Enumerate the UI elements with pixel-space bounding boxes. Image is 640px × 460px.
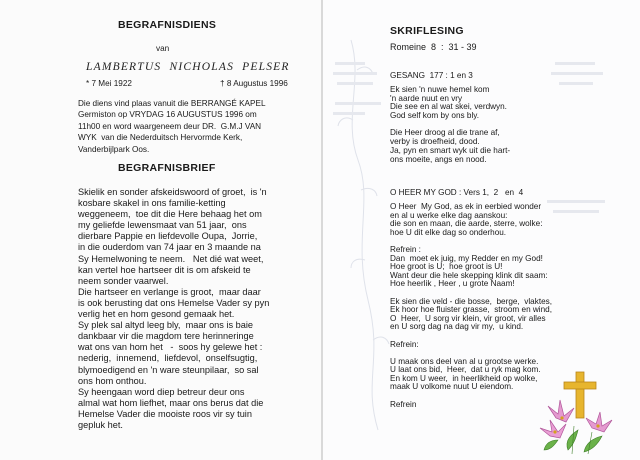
hymn-line: U laat ons bid, Heer, dat u ryk mag kom. xyxy=(390,365,541,375)
letter-line: Hemelse Vader die mooiste roos vir sy tuin xyxy=(78,408,252,419)
right-page xyxy=(323,0,640,460)
cross-and-lilies-icon xyxy=(528,370,638,456)
hymn-line: Hoe groot is U; hoe groot is U! xyxy=(390,262,503,272)
letter-line: Die hartseer en verlange is groot, maar daar xyxy=(78,286,261,297)
letter-line: dankbaar vir die magdom tere herinneringe xyxy=(78,331,254,342)
hymn-line: en al u werke elke dag aanskou: xyxy=(390,210,508,220)
letter-line: weggeneem, toe dit die Here behaag het om xyxy=(78,209,262,220)
letter-line: kan vertel hoe hartseer dit is om afskeid te xyxy=(78,264,251,275)
letter-line: wat ons van hom het - soos hy gelewe het : xyxy=(78,342,263,353)
hymn-line: U maak ons deel van al u grootse werke. xyxy=(390,356,539,366)
hymn-line: Want deur die hele skepping klink dit saam: xyxy=(390,270,548,280)
hymn-label: O HEER MY GOD : Vers 1, 2 en 4 xyxy=(390,188,524,197)
letter-line: almal wat hom liefhet, maar ons berus dat die xyxy=(78,397,264,408)
hymn-line: die son en maan, die aarde, sterre, wolke: xyxy=(390,219,543,229)
gesang-line: Ek sien 'n nuwe hemel kom xyxy=(390,85,490,94)
hymn-line: En kom U weer, in heerlikheid op wolke, xyxy=(390,373,538,383)
letter-line: Sy heengaan word diep betreur deur ons xyxy=(78,386,245,397)
gesang-line: ons moeite, angs en nood. xyxy=(390,154,487,164)
hymn-line: hoe U dit elke dag so onderhou. xyxy=(390,227,507,237)
letter-line: kosbare skakel in ons familie-ketting xyxy=(78,198,226,209)
gesang-verses xyxy=(390,86,510,164)
letter-line: gepluk het. xyxy=(78,419,123,430)
gesang-label: GESANG 177 : 1 en 3 xyxy=(390,71,473,80)
service-line: Vanderbijlpark Oos. xyxy=(78,144,150,154)
heading-begrafnisbrief: BEGRAFNISBRIEF xyxy=(118,162,216,174)
service-line: 11h00 en word waargeneem deur DR. G.M.J VAN xyxy=(78,121,262,131)
letter-line: nederig, innemend, liefdevol, onselfsugtig, xyxy=(78,353,258,364)
hymn-line: Hoe heerlik , Heer , u grote Naam! xyxy=(390,279,515,289)
gesang-line: Die Heer droog al die trane af, xyxy=(390,128,500,138)
letter-line: neem sonder vaarwel. xyxy=(78,275,169,286)
van-label: van xyxy=(156,44,170,53)
gesang-line: verby is droefheid, dood. xyxy=(390,137,480,147)
hymn-line: Ek sien die veld - die bosse, berge, vlaktes, xyxy=(390,296,553,306)
hymn-line: en U sorg dag na dag vir my, u kind. xyxy=(390,322,524,332)
service-line: Germiston op VRYDAG 16 AUGUSTUS 1996 om xyxy=(78,110,257,120)
letter-line: dierbare Pappie en liefdevolle Oupa, Jorrie, xyxy=(78,231,258,242)
hymn-line: Ek hoor hoe fluister grasse, stroom en wind, xyxy=(390,305,553,315)
funeral-letter xyxy=(78,188,269,432)
hymn-line: Refrein : xyxy=(390,244,421,254)
gesang-line: Ja, pyn en smart wyk uit die hart- xyxy=(390,145,511,155)
cross-icon xyxy=(564,372,596,418)
letter-line: blymoedigend en 'n ware steunpilaar, so sal xyxy=(78,364,259,375)
letter-line: ons hom onthou. xyxy=(78,375,147,386)
hymn-line: O Heer My God, as ek in eerbied wonder xyxy=(390,202,542,211)
hymn-line: maak U volkome nuut U eiendom. xyxy=(390,382,514,392)
service-line: Die diens vind plaas vanuit die BERRANGÉ KAPEL xyxy=(78,99,266,108)
service-details xyxy=(78,100,266,157)
letter-line: Skielik en sonder afskeidswoord of groet, is 'n xyxy=(78,187,267,197)
heading-skriflesing: SKRIFLESING xyxy=(390,25,464,37)
deceased-name: LAMBERTUS NICHOLAS PELSER xyxy=(86,61,290,73)
service-line: WYK van die Nederduitsch Hervormde Kerk, xyxy=(78,133,243,143)
letter-line: Sy plek sal altyd leeg bly, maar ons is baie xyxy=(78,320,253,331)
letter-line: Sy Hemelwoning te neem. Net dié wat weet, xyxy=(78,253,264,264)
hymn-line: Refrein xyxy=(390,399,417,409)
gesang-line: 'n aarde nuut en vry xyxy=(390,93,463,103)
gesang-line: Die see en al wat skei, verdwyn. xyxy=(390,102,507,112)
death-date: † 8 Augustus 1996 xyxy=(220,79,288,88)
gesang-line: God self kom by ons bly. xyxy=(390,111,480,121)
hymn-line: Dan moet ek juig, my Redder en my God! xyxy=(390,253,543,263)
letter-line: my geliefde lewensmaat van 51 jaar, ons xyxy=(78,220,247,231)
heading-begrafnisdiens: BEGRAFNISDIENS xyxy=(118,19,217,31)
letter-line: verlig het en hom gesond gemaak het. xyxy=(78,309,235,320)
letter-line: is ook berusting dat ons Hemelse Vader sy pyn xyxy=(78,297,270,308)
hymn-line: Refrein: xyxy=(390,339,419,349)
scripture-reference: Romeine 8 : 31 - 39 xyxy=(390,42,477,52)
letter-line: in die ouderdom van 74 jaar en 3 maande na xyxy=(78,242,261,253)
birth-date: * 7 Mei 1922 xyxy=(86,79,132,88)
hymn-line: O Heer, U sorg vir klein, vir groot, vir alles xyxy=(390,313,546,323)
